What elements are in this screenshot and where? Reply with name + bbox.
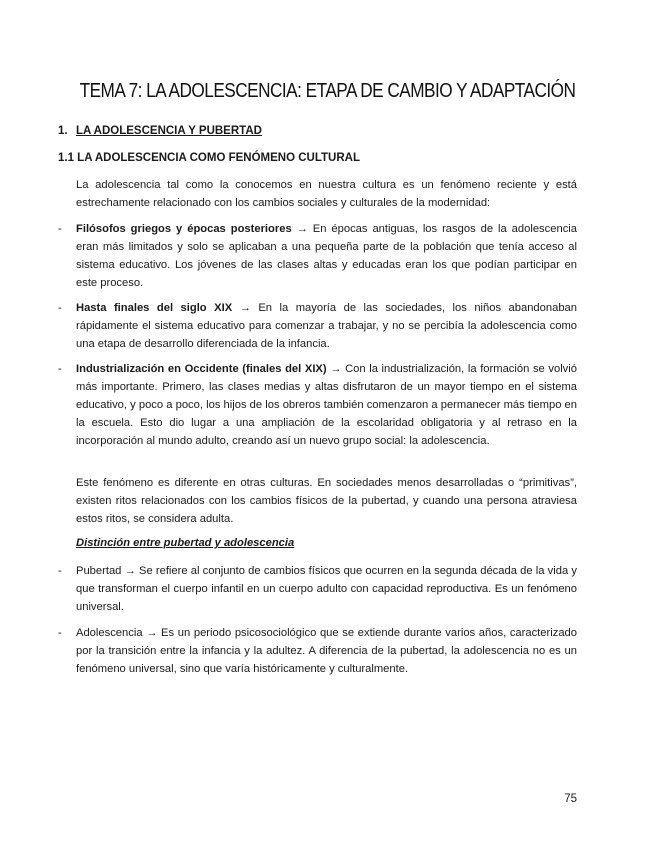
- bullet-lead: Filósofos griegos y épocas posteriores: [76, 223, 292, 235]
- bullet-item: [76, 360, 577, 450]
- section-heading: [58, 125, 262, 137]
- bullet-item: [76, 220, 577, 292]
- intro-paragraph: La adolescencia tal como la conocemos en nuestra cultura es un fenómeno reciente y está estrechamente relacionado con los cambios sociales y culturales de la modernidad:: [76, 179, 577, 209]
- bullet-marker: -: [58, 223, 62, 235]
- bullet-text: En la mayoría de las sociedades, los niños abandonaban rápidamente el sistema educativo para comenzar a trabajar, y no se percibía la adolescencia como una etapa de desarrollo diferenciada de la infancia.: [76, 302, 577, 350]
- bullet-marker: -: [58, 627, 62, 639]
- bullet-marker: -: [58, 302, 62, 314]
- section-title: LA ADOLESCENCIA Y PUBERTAD: [76, 125, 262, 137]
- section-number: 1.: [58, 125, 68, 137]
- bullet-marker: -: [58, 363, 62, 375]
- subheading: Distinción entre pubertad y adolescencia: [76, 537, 295, 549]
- page-title: TEMA 7: LA ADOLESCENCIA: ETAPA DE CAMBIO Y ADAPTACIÓN: [79, 80, 576, 102]
- bullet-item: [76, 299, 577, 353]
- page-number: 75: [564, 793, 577, 805]
- bullet-text: Con la industrialización, la formación se volvió más importante. Primero, las clases medias y altas disfrutaron de un mayor tiempo en el sistema educativo, y poco a poco, los hijos de los obreros también comenzaron a permanecer más tiempo en la escuela. Esto dio lugar a una ampliación de la escolaridad obligatoria y al retraso en la incorporación al mundo adulto, creando así un nuevo grupo social: la adolescencia.: [76, 363, 577, 447]
- bullet-lead: Industrialización en Occidente (finales del XIX): [76, 363, 327, 375]
- definition-adolescencia: Adolescencia → Es un periodo psicosociológico que se extiende durante varios años, caracterizado por la transición entre la infancia y la adultez. A diferencia de la pubertad, la adolescencia no es un fenómeno universal, sino que varía históricamente y culturalmente.: [76, 627, 577, 675]
- definition-pubertad: Pubertad → Se refiere al conjunto de cambios físicos que ocurren en la segunda década de la vida y que transforman el cuerpo infantil en un cuerpo adulto con capacidad reproductiva. Es un fenómeno universal.: [76, 565, 577, 613]
- bullet-marker: -: [58, 565, 62, 577]
- body-paragraph: Este fenómeno es diferente en otras culturas. En sociedades menos desarrolladas o “primitivas”, existen ritos relacionados con los cambios físicos de la pubertad, y cuando una persona atraviesa estos ritos, se considera adulta.: [76, 477, 577, 525]
- arrow: →: [326, 363, 346, 375]
- arrow: →: [291, 223, 313, 235]
- arrow: →: [232, 302, 259, 314]
- bullet-text: En épocas antiguas, los rasgos de la adolescencia eran más limitados y solo se aplicaban a una pequeña parte de la población que tenía acceso al sistema educativo. Los jóvenes de las clases altas y educadas eran los que podían participar en este proceso.: [76, 223, 577, 289]
- subsection-heading: 1.1 LA ADOLESCENCIA COMO FENÓMENO CULTURAL: [58, 152, 360, 164]
- bullet-lead: Hasta finales del siglo XIX: [76, 302, 233, 314]
